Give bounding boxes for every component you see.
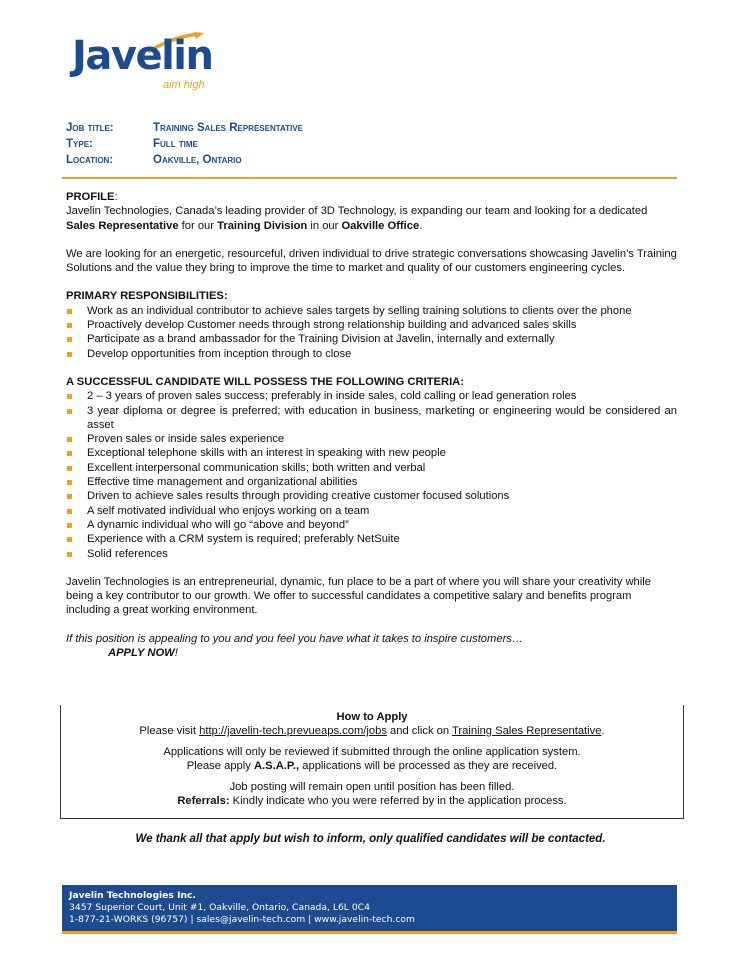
job-title-value: Training Sales Representative	[153, 122, 303, 134]
company-logo	[72, 32, 222, 98]
footer-company: Javelin Technologies Inc.	[69, 890, 196, 901]
list-item: Effective time management and organizational abilities	[66, 475, 677, 489]
review-notice: Applications will only be reviewed if submitted through the online application system.	[163, 746, 581, 758]
footer-contact-block	[62, 885, 677, 931]
logo-tagline: aim high	[163, 79, 205, 91]
job-title-row	[66, 120, 303, 136]
list-item: A self motivated individual who enjoys working on a team	[66, 504, 677, 518]
job-description	[66, 190, 677, 660]
job-location-label: Location:	[66, 154, 114, 166]
closing-paragraph: Javelin Technologies is an entrepreneurial, dynamic, fun place to be a part of where you will share your creativity while being a key contributor to our growth. We offer to successful candidates a competitive salary and benefits program including a great working environment.	[66, 575, 651, 617]
logo-wordmark: Javelin	[72, 33, 213, 79]
job-meta	[66, 120, 303, 168]
referrals-line: Referrals: Kindly indicate who you were referred by in the application process.	[177, 795, 567, 807]
job-type-label: Type:	[66, 138, 93, 150]
list-item: Participate as a brand ambassador for the Training Division at Javelin, internally and externally	[66, 332, 677, 346]
thanks-note: We thank all that apply but wish to inform, only qualified candidates will be contacted.	[135, 833, 606, 845]
responsibilities-list	[66, 304, 677, 361]
open-notice: Job posting will remain open until position has been filled.	[229, 781, 515, 793]
profile-paragraph-1: Javelin Technologies, Canada’s leading provider of 3D Technology, is expanding our team and looking for a dedicated Sales Representative for our Training Division in our Oakville Office.	[66, 205, 648, 232]
job-location-value: Oakville, Ontario	[153, 154, 242, 166]
criteria-heading: A SUCCESSFUL CANDIDATE WILL POSSESS THE FOLLOWING CRITERIA:	[66, 375, 464, 388]
list-item: Proven sales or inside sales experience	[66, 432, 677, 446]
list-item: Experience with a CRM system is required; preferably NetSuite	[66, 532, 677, 546]
how-to-apply-title: How to Apply	[336, 711, 408, 723]
footer-accent-bar	[62, 931, 677, 934]
position-link[interactable]: Training Sales Representative	[452, 725, 602, 737]
list-item: Work as an individual contributor to achieve sales targets by selling training solutions to clients over the phone	[66, 304, 677, 318]
header-divider	[62, 177, 677, 179]
list-item: Proactively develop Customer needs through strong relationship building and advanced sales skills	[66, 318, 677, 332]
job-title-label: Job title:	[66, 122, 114, 134]
list-item: 3 year diploma or degree is preferred; with education in business, marketing or engineering would be considered an asset	[66, 404, 677, 433]
list-item: Solid references	[66, 547, 677, 561]
jobs-url-link[interactable]: http://javelin-tech.prevueaps.com/jobs	[199, 725, 387, 737]
responsibilities-heading: PRIMARY RESPONSIBILITIES:	[66, 290, 228, 303]
list-item: Develop opportunities from inception through to close	[66, 347, 677, 361]
visit-line: Please visit http://javelin-tech.prevueaps.com/jobs and click on Training Sales Representative.	[139, 725, 605, 737]
criteria-list	[66, 389, 677, 561]
how-to-apply-box	[60, 705, 684, 819]
list-item: Exceptional telephone skills with an interest in speaking with new people	[66, 446, 677, 460]
list-item: 2 – 3 years of proven sales success; preferably in inside sales, cold calling or lead generation roles	[66, 389, 677, 403]
asap-line: Please apply A.S.A.P., applications will be processed as they are received.	[186, 760, 558, 772]
job-type-value: Full time	[153, 138, 198, 150]
list-item: A dynamic individual who will go “above and beyond”	[66, 518, 677, 532]
job-location-row	[66, 152, 303, 168]
appeal-line: If this position is appealing to you and you feel you have what it takes to inspire customers…	[66, 632, 524, 645]
job-type-row	[66, 136, 303, 152]
footer-contact: 1-877-21-WORKS (96757) | sales@javelin-tech.com | www.javelin-tech.com	[69, 914, 415, 925]
list-item: Driven to achieve sales results through providing creative customer focused solutions	[66, 489, 677, 503]
profile-paragraph-2: We are looking for an energetic, resourceful, driven individual to drive strategic conversations showcasing Javelin’s Training Solutions and the value they bring to improve the time to market and quality of our customers engineering cycles.	[66, 247, 677, 275]
list-item: Excellent interpersonal communication skills; both written and verbal	[66, 461, 677, 475]
apply-now-text: APPLY NOW!	[108, 647, 178, 660]
footer-address: 3457 Superior Court, Unit #1, Oakville, Ontario, Canada, L6L 0C4	[69, 902, 370, 913]
profile-heading: PROFILE:	[66, 191, 118, 203]
